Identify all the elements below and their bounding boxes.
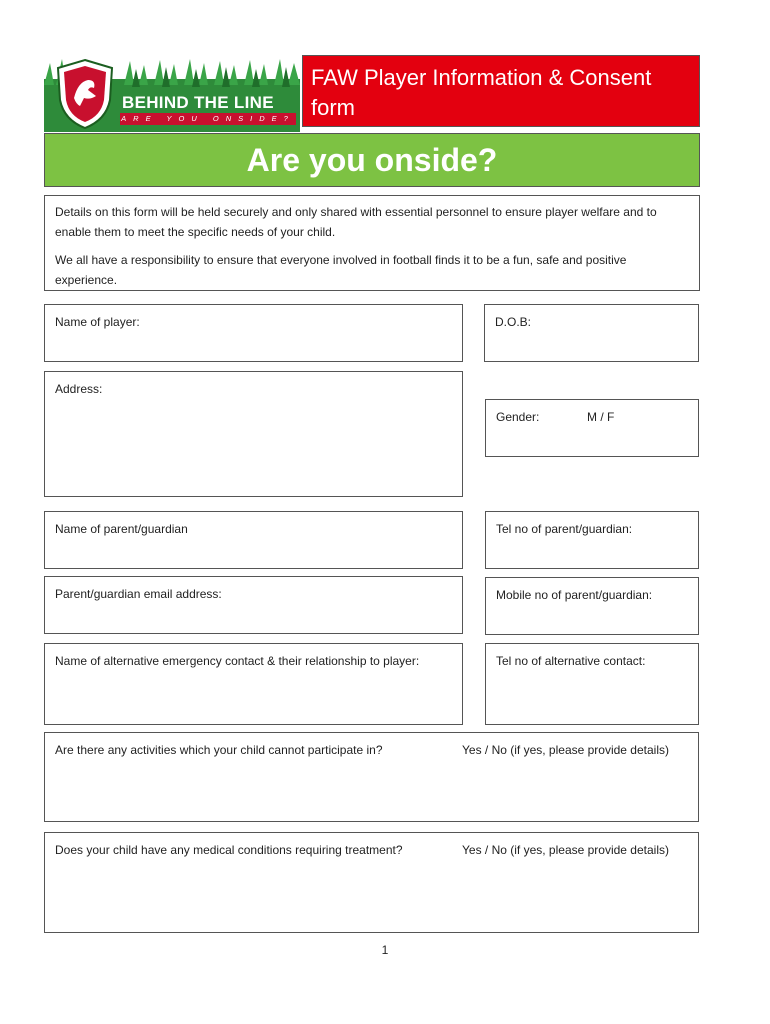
dob-label: D.O.B: xyxy=(495,315,532,329)
parent-tel-field[interactable] xyxy=(485,511,699,569)
dob-field[interactable] xyxy=(484,304,699,362)
activities-question: Are there any activities which your child cannot participate in? xyxy=(55,743,383,757)
form-title: FAW Player Information & Consent form xyxy=(311,65,652,120)
player-name-field[interactable] xyxy=(44,304,463,362)
page-number: 1 xyxy=(381,943,389,957)
banner-heading: Are you onside? xyxy=(246,142,498,178)
intro-paragraph-1: Details on this form will be held securely and only shared with essential personnel to ensure player welfare and to enable them to meet the specific needs of your child. xyxy=(55,205,657,239)
address-field[interactable] xyxy=(44,371,463,497)
activities-options: Yes / No (if yes, please provide details) xyxy=(462,743,669,757)
behind-the-line-logo xyxy=(44,55,300,132)
alt-contact-label: Name of alternative emergency contact & their relationship to player: xyxy=(55,654,420,668)
intro-box xyxy=(44,195,700,291)
gender-options: M / F xyxy=(587,410,615,424)
parent-email-label: Parent/guardian email address: xyxy=(55,587,222,601)
player-name-label: Name of player: xyxy=(55,315,140,329)
alt-tel-label: Tel no of alternative contact: xyxy=(496,654,646,668)
alt-contact-field[interactable] xyxy=(44,643,463,725)
intro-paragraph-2: We all have a responsibility to ensure that everyone involved in football finds it to be a fun, safe and positive experience. xyxy=(55,253,627,287)
form-title-box xyxy=(302,55,700,127)
logo-wordmark: BEHIND THE LINE xyxy=(122,93,274,112)
address-label: Address: xyxy=(55,382,103,396)
medical-options: Yes / No (if yes, please provide details) xyxy=(462,843,669,857)
onside-banner xyxy=(44,133,700,187)
parent-mobile-label: Mobile no of parent/guardian: xyxy=(496,588,653,602)
activities-field[interactable] xyxy=(44,732,699,822)
faw-crest-icon xyxy=(54,58,116,130)
parent-name-field[interactable] xyxy=(44,511,463,569)
parent-email-field[interactable] xyxy=(44,576,463,634)
parent-name-label: Name of parent/guardian xyxy=(55,522,188,536)
gender-label: Gender: xyxy=(496,410,540,424)
parent-mobile-field[interactable] xyxy=(485,577,699,635)
medical-field[interactable] xyxy=(44,832,699,933)
alt-tel-field[interactable] xyxy=(485,643,699,725)
gender-field[interactable] xyxy=(485,399,699,457)
logo-tagline: ARE YOU ONSIDE? xyxy=(121,114,295,123)
medical-question: Does your child have any medical conditions requiring treatment? xyxy=(55,843,403,857)
parent-tel-label: Tel no of parent/guardian: xyxy=(496,522,633,536)
